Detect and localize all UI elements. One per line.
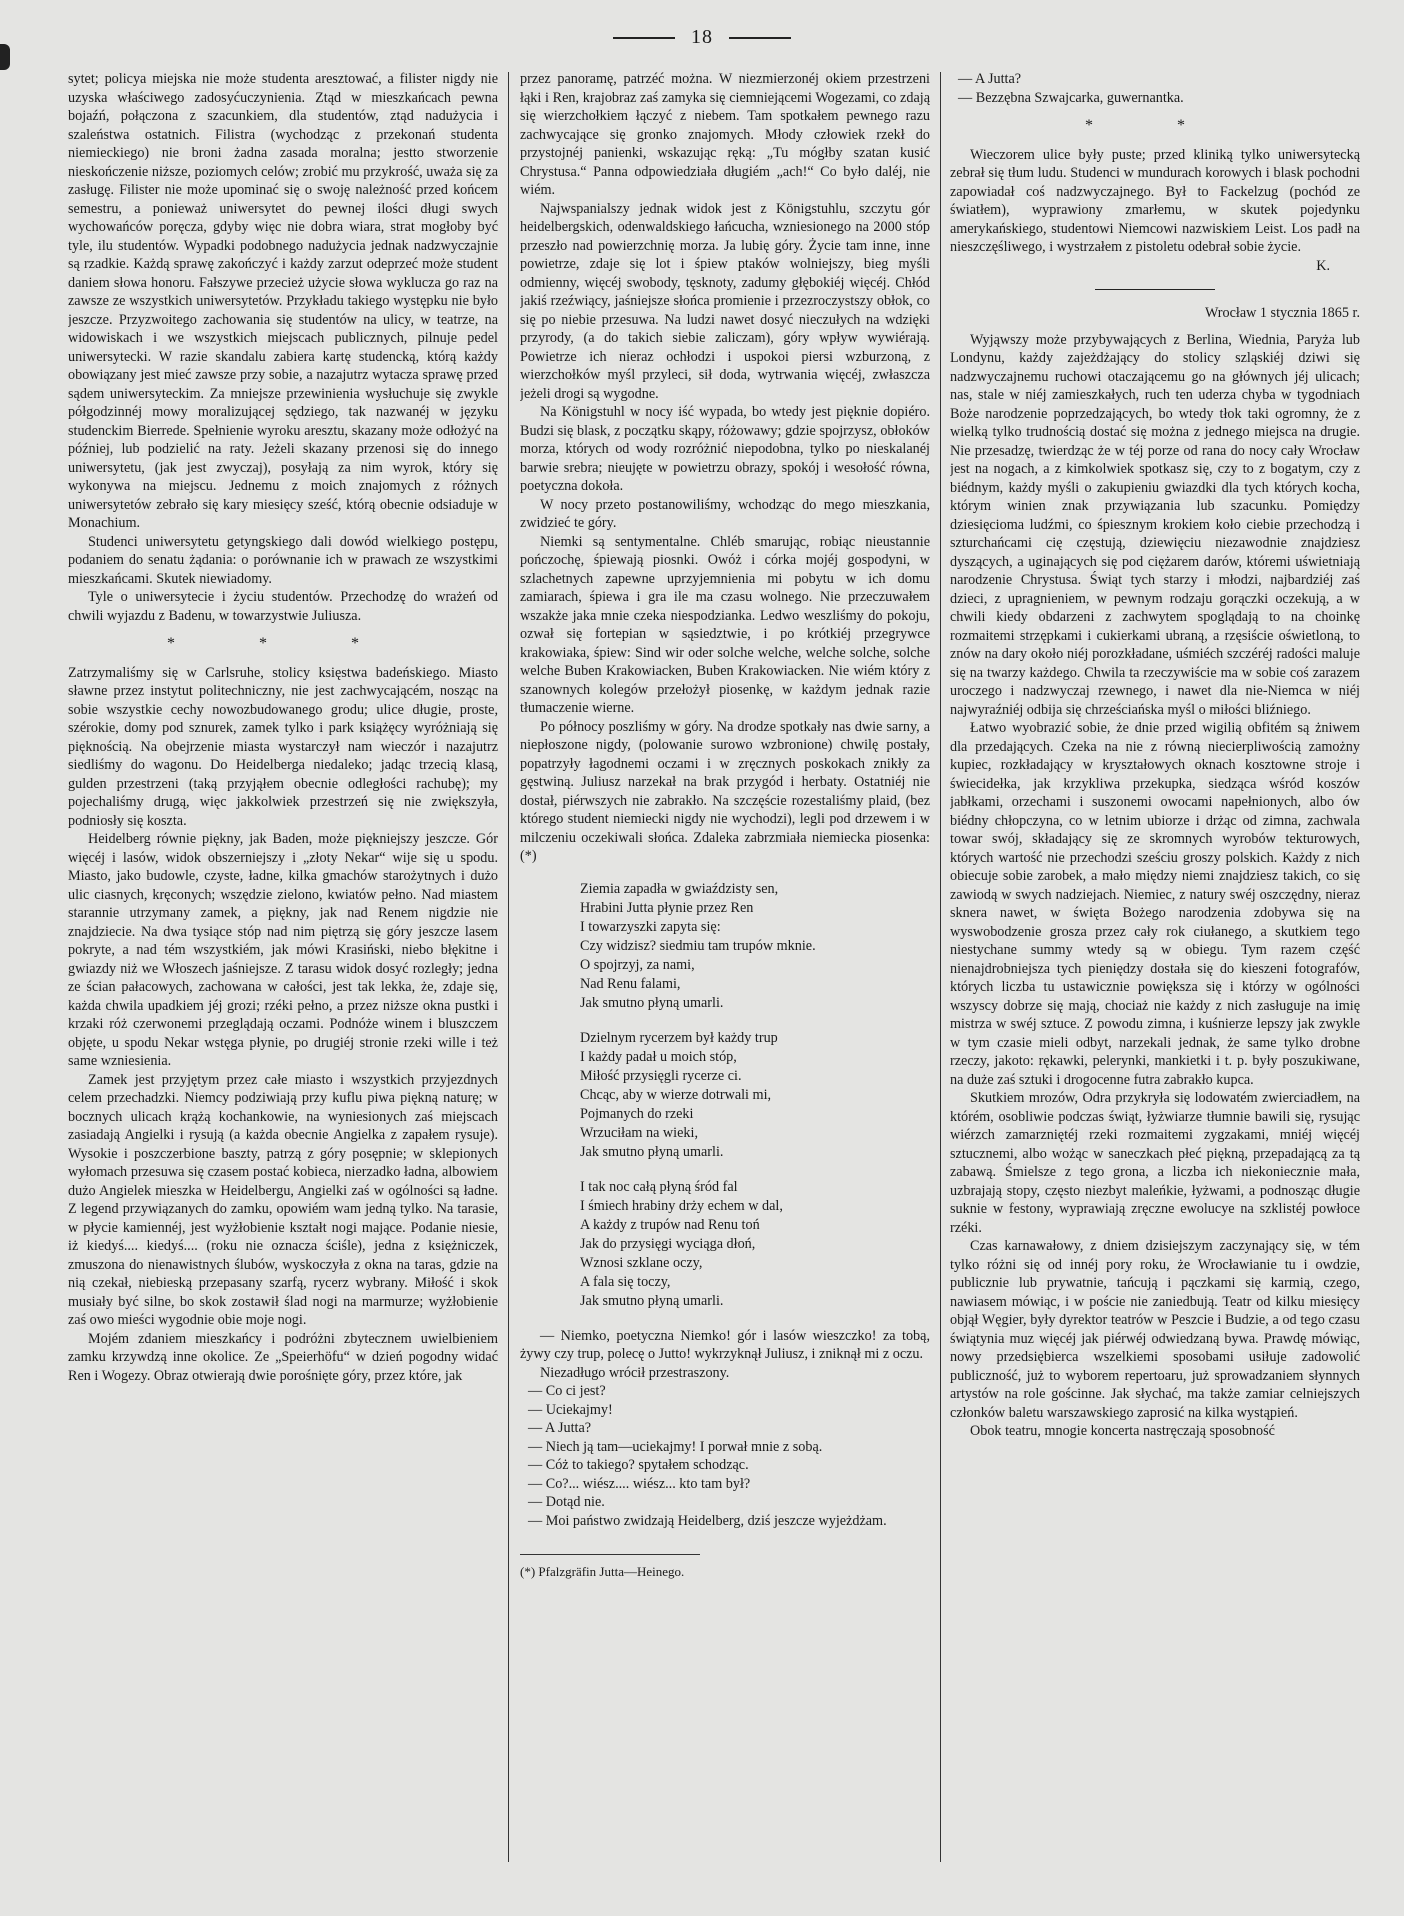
author-signature: K. [1316, 257, 1330, 274]
poem-line: I towarzyszki zapyta się: [580, 918, 721, 935]
dateline: Wrocław 1 stycznia 1865 r. [1204, 305, 1360, 321]
paragraph: Zamek jest przyjętym przez całe miasto i wszystkich przyjezdnych celem przechadzki. Niemcy podziwiają przy kuflu piwa piękną naturę; w bocznych ulicach krążą kochankowie, na wyniesionych zaś miejscach zasiadają Angielki i rysują (a każda obecnie Angielka z zapałem rysuje). Wysokie i poszczerbione baszty, patrzą z góry posępnie; w sklepionych wyłomach przesuwa się czasem postać kobieca, nierzadko ładna, albowiem dużo Angielek mieszka w Heidelbergu, Angielki zaś w ogólności są ładne. Z legend przywiązanych do zamku, opowiém wam jedną tylko. Na tarasie, w płycie kamiennéj, jest wyżłobienie kształt nogi mające. Podanie niesie, iż kiedyś.... kiedyś.... (roku nie oznacza ściśle), jedna z księżniczek, zmuszona do nienawistnych ślubów, wyskoczyła z okna na taras, gdzie na nią czekał, niebieską przepasany szarfą, rycerz wybrany. Miłość i skok musiały być silne, bo skok zostawił ślad nogi na marmurze; wyżłobienie zaś owo mieści wygodnie obie moje nogi. [68, 1071, 498, 1328]
paragraph: Na Königstuhl w nocy iść wypada, bo wtedy jest pięknie dopiéro. Budzi się blask, z początku skąpy, różowawy; gdzie spojrzysz, obłoków morza, których od wody rozróżnić niepodobna, tylko po nieskalanéj barwie srebra; nieujęte w powietrzu obrazy, spokój i wesołość równa, poetyczna dokoła. [520, 404, 930, 494]
poem-line: I tak noc całą płyną śród fal [580, 1178, 738, 1195]
dialog-line: — Uciekajmy! [528, 1401, 613, 1418]
paragraph: Najwspanialszy jednak widok jest z Königstuhlu, szczytu gór heidelbergskich, odenwaldskiego łańcucha, wzniesionego na 2000 stóp przeszło nad powierzchnię morza. Ja lubię góry. Życie tam inne, inne powietrze, zdaje się lot i śpiew ptaków wolniejszy, bieg myśli odmienny, więcéj swobody, tęsknoty, zadumy głębokiéj więcéj. Chłód jakiś rzeźwiący, jaśniejsze słońca promienie i przezroczystszy obłok, co się po niebie przesuwa. Na ludzi nawet dosyć nieczułych na wdzięki przyrody, (a do takich siebie zaliczam), góry wpływ wywiérają. Powietrze ich nieraz ochłodzi i uspokoi piersi wzburzoną, z wierzchołków myśl przyleci, sił doda, wytrwania więcéj, zwłaszcza jeżeli drogi są wygodne. [520, 200, 930, 402]
poem-line: Pojmanych do rzeki [580, 1105, 694, 1122]
poem-line: Wrzuciłam na wieki, [580, 1124, 699, 1141]
column-2 [520, 70, 930, 1900]
paragraph: Wieczorem ulice były puste; przed kliniką tylko uniwersytecką zebrał się tłum ludu. Studenci w mundurach korowych i blask pochodni zapowiadał coś nadzwyczajnego. Był to Fackelzug (pochód ze światłem), wyprawiony zmarłemu, w skutek pojedynku amerykańskiego, studentowi Niemcowi nazwiskiem Leist. Los padł na nieszczęśliwego, i wystrzałem z pistoletu odebrał sobie życie. [950, 146, 1360, 255]
dialog-line: — Co ci jest? [528, 1383, 606, 1399]
dialog-line: — A Jutta? [528, 1420, 592, 1436]
dialog-line: — Bezzębna Szwajcarka, guwernantka. [958, 89, 1184, 106]
poem-stanza [580, 1178, 930, 1311]
poem-line: Czy widzisz? siedmiu tam trupów mknie. [580, 937, 816, 954]
paragraph: Skutkiem mrozów, Odra przykryła się lodowatém zwierciadłem, na którém, osobliwie podczas świąt, łyżwiarze tłumnie bawili się, rysując wiérzch zamarzniętéj rzeki rozmaitemi zygzakami, mniéj więcéj sztucznemi, albo wożąc w saneczkach płeć piękną, przepadającą za tą zabawą. Śmielsze z tego grona, a liczba ich niekoniecznie mała, uzbrajają stopy, często niezbyt maleńkie, łyżwami, a podnosząc długie suknie w festony, wyprawiają zręczne ewolucye na szklistéj powłoce rzéki. [950, 1090, 1360, 1236]
paragraph: Obok teatru, mnogie koncerta nastręczają sposobność [970, 1423, 1275, 1439]
column-1 [68, 70, 498, 1900]
article-divider [1095, 289, 1215, 290]
header-dash-right [729, 37, 791, 39]
paragraph: Łatwo wyobrazić sobie, że dnie przed wigilią obfitém są żniwem dla przedających. Czeka na nie z równą niecierpliwością zamożny kupiec, rozkładający w kryształowych oknach kosztowne stroje i świecidełka, jak krzykliwa przekupka, siedząca wśród koszów jabłkami, orzechami i suszonemi owocami napełnionych, albo ów biédny chłopczyna, co w letnim ubiorze i drżąc od zimna, zachwala towar swój, składający się ze skromnych wyrobów tekturowych, których wartość nie przechodzi sześciu groszy polskich. Każdy z nich obiecuje sobie zarobek, a mało między niemi znajdziesz takich, co się zawiodą w swych nadziejach. Niemiec, z natury swéj oszczędny, nieraz sknera nawet, w święta Bożego narodzenia zdobywa się na wyswobodzenie grosza przez cały rok ciułanego, a skutkiem tego niestychane summy wtedy są w obiegu. Tym razem część nienajdrobniejsza tych pieniędzy dostała się do kieszeni fotografów, których liczba tu ustawicznie powiększa się i którzy w ogólności wszyscy dobrze się mają, chociaż nie każdy z nich zasługuje na imię mistrza w swéj sztuce. Z powodu zimna, i kuśnierze lepszy jak zwykle w tym czasie mieli odbyt, narzekali jednak, że same tylko drobne rzeczy, jakoto: rękawki, pelerynki, mankietki i t. p. były poszukiwane, na duże zaś sztuki i drogocenne futra zabrakło kupca. [950, 720, 1360, 1088]
poem-line: Hrabini Jutta płynie przez Ren [580, 899, 754, 916]
dialog-line: — Moi państwo zwidzają Heidelberg, dziś jeszcze wyjeżdżam. [528, 1512, 887, 1529]
dialog-line: — Cóż to takiego? spytałem schodząc. [528, 1457, 749, 1473]
paragraph: Niezadługo wrócił przestraszony. [540, 1364, 730, 1381]
section-separator: * * [1085, 117, 1225, 134]
dialog-line: — A Jutta? [958, 71, 1022, 87]
poem-line: Dzielnym rycerzem był każdy trup [580, 1029, 778, 1046]
poem-line: O spojrzyj, za nami, [580, 956, 695, 973]
poem-line: Chcąc, aby w wierze dotrwali mi, [580, 1086, 772, 1103]
poem-line: I każdy padał u moich stóp, [580, 1048, 737, 1065]
column-rule-1 [508, 72, 509, 1862]
footnote: (*) Pfalzgräfin Jutta—Heinego. [520, 1554, 700, 1582]
paragraph: Niemki są sentymentalne. Chléb smarując, robiąc nieustannie pończochę, śpiewają piosnki. Owóż i córka mojéj gospodyni, w szlachetnych zapewne uprzyjemnienia mi pobytu w ich domu zamiarach, śpiewa i gra ile ma czasu wolnego. Nie przeczuwałem wszakże jaka mnie czeka niespodzianka. Ledwo weszliśmy do pokoju, ozwał się fortepian w sąsiedztwie, i po krótkiéj przegrywce krakowiaka, śpiew: Sind wir oder solche welche, welche solche, solche welche Buben Krakowiacken, Buben Krakowiacken. Nie wiém który z szanownych kolegów przełożył piosenkę, w każdym jednak razie tłumaczenie wierne. [520, 533, 930, 716]
paragraph: sytet; policya miejska nie może studenta aresztować, a filister nigdy nie uzyska właściwego zadosyćuczynienia. Ztąd w mieszkańcach pewna bojaźń, połączona z szacunkiem, dla studentów, ztąd nadużycia i szaleństwa ostatnich. Filistra (wychodząc z przekonań studenta niemieckiego) nie broni żadna zasada moralna; jestto stworzenie nieskończenie niższe, poziomych celów; zrobić mu przykrość, uważa się za zasługę. Filister nie może upominać się o swoję należność przed końcem semestru, a ponieważ uniwersytet do pewnej ilości długi swych wychowańców poręcza, gdyby więc nie dobra wiara, strat mogłoby być tyle, ilu studentów. Wypadki podobnego nadużycia jednak nadzwyczajnie są rzadkie. Każdą sprawę zakończyć i każdy zarzut odeprzeć może student daniem słowa honoru. Fałszywe przecież użycie słowa wyklucza go raz na zawsze ze wszystkich uniwersytetów. Przykładu takiego występku nie było jeszcze. Przyzwoitego zachowania się studentów na ulicy, w teatrze, na widowiskach i we wszystkich miejscach publicznych, pilnuje pedel uniwersytecki. W razie skandalu zabiera kartę studencką, którą każdy obowiązany jest mieć zawsze przy sobie, a nazajutrz wytacza sprawę przed sądem uniwersyteckim. Za mniejsze przewinienia wysłuchuje się zwykle półgodzinnéj mowy moralizującej sędziego, tak nazwanéj w języku studenckim Bierrede. Spełnienie wyroku aresztu, skazany może odłożyć na później, lub podzielić na raty. Jeżeli skazany przenosi się do innego uniwersytetu, (jak jest zwyczaj), posyłają za nim wyrok, który się wykonywa na miejscu. Jednemu z moich znajomych z różnych uniwersytetów zebrało się kary miesięcy sześć, którą obecnie odsiaduje w Monachium. [68, 71, 498, 531]
dialog-line: — Co?... wiész.... wiész... kto tam był? [528, 1475, 751, 1492]
section-separator: * * * [167, 635, 399, 652]
paragraph: przez panoramę, patrzéć można. W niezmierzonéj okiem przestrzeni łąki i Ren, krajobraz zaś zamyka się ciemniejącemi Wogezami, co zdają się wierzchołkiem łączyć z niebem. Tam spotkałem pewnego razu zachwycające się gronko znajomych. Młody człowiek rzekł do przystojnéj panienki, wskazując ręką: „Tu mógłby szatan kusić Chrystusa.“ Panna odpowiedziała długiém „ach!“ Co było daléj, nie wiém. [520, 71, 930, 198]
page-header [0, 26, 1404, 49]
poem-line: Wznosi szklane oczy, [580, 1254, 703, 1271]
poem-stanza [580, 880, 930, 1013]
poem [580, 880, 930, 1311]
paragraph: Heidelberg równie piękny, jak Baden, może piękniejszy jeszcze. Gór więcéj i lasów, widok obszerniejszy i „złoty Nekar“ wije się u spodu. Miasto, jako budowle, czyste, ładne, kilka gmachów starożytnych i dużo ulic ciasnych, kręconych; wszędzie zielono, kwiatów pełno. Nad miastem starannie utrzymany zamek, a piękny, jak nad Renem nigdzie nie znajdziecie. Na dwa tysiące stóp nad nim piętrzą się góry jeszcze lasem pokryte, a nad tém wszystkiém, jak mówi Krasiński, niebo błękitne i gwiazdy niż we Włoszech jaśniejsze. Z tarasu widok dosyć rozległy; jedna ze ścian pałacowych, zachowana w całości, jest tak lekka, że, zdaje się, każda chwila upadkiem jéj grozi; rzéki pełno, a przez niższe okna pustki i krzaki róż czerwonemi przeglądają oczami. Podnóże winem i bluszczem objęte, u spodu Nekar wstęga płynie, po drugiéj stronie rzeki wille i też same wzniesienia. [68, 831, 498, 1069]
column-rule-2 [940, 72, 941, 1862]
paragraph: Studenci uniwersytetu getyngskiego dali dowód wielkiego postępu, podaniem do senatu żądania: o porównanie ich w prawach ze wszystkimi mieszkańcami. Skutek niewiadomy. [68, 533, 498, 587]
dialog-line: — Dotąd nie. [528, 1494, 605, 1510]
paragraph: — Niemko, poetyczna Niemko! gór i lasów wieszczko! za tobą, żywy czy trup, polecę o Jutto! wykrzyknął Juliusz, i zniknął mi z oczu. [520, 1327, 930, 1362]
paragraph: Tyle o uniwersytecie i życiu studentów. Przechodzę do wrażeń od chwili wyjazdu z Badenu, w towarzystwie Juliusza. [68, 589, 498, 624]
header-dash-left [613, 37, 675, 39]
paragraph: Zatrzymaliśmy się w Carlsruhe, stolicy księstwa badeńskiego. Miasto sławne przez instytut politechniczny, nie jest zachwycającém, nosząc na sobie wszystkie cechy nowozbudowanego grodu; ulice długie, proste, szérokie, domy pod sznurek, zamek tylko i park książęcy wyróżniają się pięknością. Na obejrzenie miasta wystarczył nam wieczór i nazajutrz siedliśmy do wagonu. Do Heidelberga niedaleko; jadąc trzecią klasą, gulden przestrzeni (taką przyjąłem obecnie odległości rachubę); my pojechaliśmy drugą, więc jakkolwiek przestrzeń się nie zwiększyła, podniosły się koszta. [68, 664, 498, 829]
poem-line: Miłość przysięgli rycerze ci. [580, 1067, 742, 1084]
poem-line: I śmiech hrabiny drży echem w dal, [580, 1197, 783, 1214]
poem-line: Ziemia zapadła w gwiaździsty sen, [580, 880, 779, 897]
poem-line: A fala się toczy, [580, 1273, 671, 1290]
paragraph: Po północy poszliśmy w góry. Na drodze spotkały nas dwie sarny, a niepłoszone nigdy, (polowanie surowo wzbronione) chwilę postały, popatrzyły łagodnemi oczami i w zręcznych poskokach znikły za gęstwiną. Juliusz narzekał na brak przygód i herbaty. Ostatniéj nie dostał, piérwszych nie zabrakło. Na szczęście rozestaliśmy plaid, (bez którego student niemiecki nigdy nie wychodzi), legli pod drzewem i w milczeniu oczekiwali słońca. Zdaleka zabrzmiała niemiecka piosenka: (*) [520, 718, 930, 864]
paragraph: W nocy przeto postanowiliśmy, wchodząc do mego mieszkania, zwidzieć te góry. [520, 496, 930, 531]
poem-line: A każdy z trupów nad Renu toń [580, 1216, 760, 1233]
poem-stanza [580, 1029, 930, 1162]
poem-line: Nad Renu falami, [580, 975, 681, 992]
dialog-line: — Niech ją tam—uciekajmy! I porwał mnie z sobą. [528, 1438, 823, 1455]
page-number: 18 [691, 26, 713, 48]
poem-line: Jak smutno płyną umarli. [580, 994, 724, 1011]
poem-line: Jak smutno płyną umarli. [580, 1292, 724, 1309]
poem-line: Jak smutno płyną umarli. [580, 1143, 724, 1160]
column-3 [950, 70, 1360, 1900]
paragraph: Wyjąwszy może przybywających z Berlina, Wiednia, Paryża lub Londynu, każdy zajeżdżający do stolicy szląskiéj dziwi się nadzwyczajnemu ruchowi otaczającemu go na głównych jéj ulicach; nas, stale w niéj zamieszkałych, ruch ten uderza chyba w tygodniach Boże narodzenie poprzedzających, bo wtedy tłok taki ogromny, że z wielką tylko trudnością dostać się można z jednego miejsca na drugie. Nie przesadzę, twierdząc że w téj porze od rana do nocy cały Wrocław jest na nogach, a z kimkolwiek spotkasz się, czy to z bogatym, czy z biédnym, każdy myśli o zakupieniu gwiazdki dla tych których kocha, którym winien znak przywiązania lub szacunku. Pomiędzy dziesięcioma ludźmi, co śpiesznym krokiem koło ciebie przechodzą i szturchańcami cię częstują, dziewięciu niezawodnie znajdziesz dyszących, a uginających się pod ciężarem darów, któremi uświetniają narodzenie Chrystusa. Świąt tych starzy i młodzi, najbardziéj zaś dzieci, z upragnieniem, w pewnym rodzaju gorączki oczekują, a w chwili kiedy obdarzeni z zachwytem spoglądają to na choinkę rozmaitemi strzępkami i cukierkami ubraną, a rzęsiście oświetloną, to znów na dary około niéj porozkładane, uśmiéch szczéréj radości maluje się na twarzy każdego. Chwila ta rzeczywiście ma w sobie coś zarazem uroczego i nadzwyczaj rzewnego, i nawet dla nie-Niemca w niéj najwyraźniéj odbija się chrześciańska myśl o miłości bliźniego. [950, 331, 1360, 718]
poem-line: Jak do przysięgi wyciąga dłoń, [580, 1235, 756, 1252]
paragraph: Czas karnawałowy, z dniem dzisiejszym zaczynający się, w tém tylko różni się od innéj pory roku, że Wrocławianie tu i owdzie, publicznie lub prywatnie, tańcują i pączkami się karmią, czego, nawiasem mówiąc, i w poście nie zaniedbują. Teatr od kilku miesięcy objął Węgier, były dyrektor teatrów w Peszcie i Budzie, a od tego czasu świątynia muz więcéj jak piérwéj odwiedzaną bywa. Prawdę mówiąc, nowy przedsiębierca wszelkiemi sposobami usiłuje zadowolić publiczność, już to wyborem repertoaru, już sprowadzaniem słynnych artystów na role gościnne. Jak słychać, ma także zamiar celniejszych członków baletu warszawskiego zaprosić na kilka wystąpień. [950, 1238, 1360, 1421]
paragraph: Mojém zdaniem mieszkańcy i podróżni zbytecznem uwielbieniem zamku krzywdzą inne okolice. Ze „Speierhöfu“ w dzień pogodny widać Ren i Wogezy. Obraz otwierają dwie porośnięte góry, przez które, jak [68, 1330, 498, 1384]
